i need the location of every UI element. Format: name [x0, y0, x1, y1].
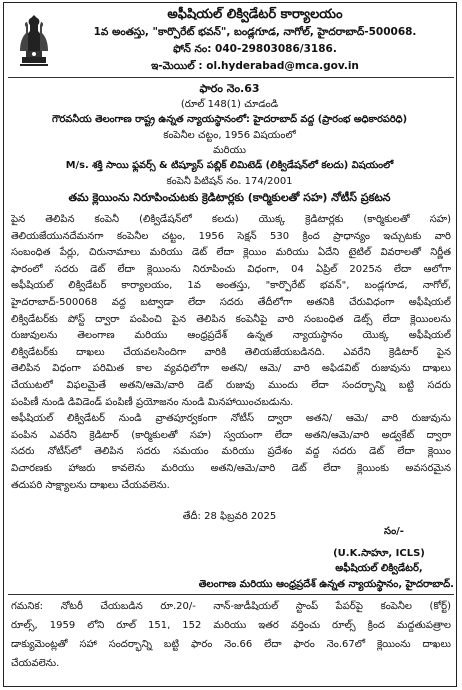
- body-line: పంపిన ఎవరేని క్రెడిటార్ (కార్మికులతో సహ) స్వయంగా లేదా అతని/ఆమె/వారి అడ్వకేట్ ద్వారా: [11, 429, 451, 441]
- office-email-line: [60, 60, 450, 75]
- body-line: సంబంధిత పేర్లు, చిరునామాలు మరియు డెట్ లేదా క్లెయిం మరియు ఏదేని టైటిల్ వివరాలతో నిర్ణీత: [11, 247, 451, 259]
- footnote-line: చేయవలెను.: [11, 658, 60, 669]
- email-label: ఇ-మెయిల్ :: [151, 60, 203, 72]
- body-line: రుజువులను తెలంగాణ మరియు ఆంధ్రప్రదేశ్ ఉన్నత న్యాయస్థానం యొక్క అఫీషియల్: [11, 330, 451, 342]
- signatory-court: తెలంగాణ మరియు ఆంధ్రప్రదేశ్ ఉన్నత న్యాయస్థానం, హైదరాబాద్.: [198, 579, 454, 590]
- notice-frame: [3, 2, 457, 687]
- signature-sd: సం/-: [384, 526, 404, 537]
- body-line: చేయుటలో విఫలమైతే అతని/ఆమె/వారి డెట్ రుజువు ముందు లేదా సందర్భాన్ని బట్టి సదరు: [11, 380, 451, 391]
- form-title: ఫారం నెం.63: [199, 82, 260, 95]
- office-phone: ఫోన్ నం: 040-29803086/3186.: [173, 43, 337, 55]
- footnote-divider: [8, 594, 454, 595]
- and-line: మరియు: [213, 145, 246, 156]
- body-line: తెలియజేయునదేమనగా కంపెనీల చట్టం, 1956 సెక్షన్ 530 క్రింద ప్రాధాన్యం ఇచ్చుటకు వారి: [11, 230, 451, 242]
- footnote-line: రూల్స్, 1959 లోని రూల్ 151, 152 మరియు ఇతర వర్తించు రూల్స్ క్రింద మద్దతుపత్రాల: [11, 620, 451, 631]
- notice-heading: తమ క్లెయింను నిరూపించుటకు క్రెడిటార్లకు (కార్మికులతో సహ) నోటీస్ ప్రకటన: [68, 191, 391, 204]
- footnote-line: డాక్యుమెంట్లతో సహా సందర్భాన్ని బట్టి ఫారం నెం.66 లేదా ఫారం నెం.67లో క్లెయింను దాఖలు: [11, 639, 451, 650]
- body-line: పంపిణీ నుండి డివిడెండ్ పంపిణీ ప్రయోజనం నుండి మినహాయించబడును.: [11, 396, 294, 408]
- footnote-line: గమనిక: నోటరీ చేయబడిన రూ.20/- నాన్-జుడీషియల్ స్టాంప్ పేపర్‌పై కంపెనీల (కోర్ట్): [11, 601, 451, 612]
- petition-line: కంపెనీ పిటిషన్ నం. 174/2001: [166, 176, 293, 187]
- body-line: తదుపరి సాక్ష్యాలను దాఖలు చేయవలెను.: [11, 479, 170, 491]
- body-line: లిక్విడేటర్‌కు పోస్ట్ ద్వారా పంపించి పైన తెలిపిన కంపెనీపై వారి సంబంధిత డెట్స్ లేదా క్లెయింలను: [11, 313, 451, 325]
- header-divider: [8, 77, 454, 78]
- office-address: 1వ అంతస్తు, "కార్పొరేట్ భవన్", బండ్లగూడ, నాగోల్, హైదరాబాద్-500068.: [93, 26, 417, 38]
- court-line: గౌరవనీయ తెలంగాణ రాష్ట్ర ఉన్నత న్యాయస్థానంలో: హైదరాబాద్ వద్ద (ప్రారంభ అధికారపరిధి): [51, 114, 408, 125]
- body-line: తెలిపిన విధంగా పరిమిత కాల వ్యవధిలోగా అతని/ ఆమె/ వారి అఫిడవిట్ రుజువును దాఖలు: [11, 363, 451, 375]
- signatory-name: (U.K.సాహూ, ICLS): [333, 548, 425, 559]
- date-line: తేదీ: 28 ఫిబ్రవరి 2025: [182, 511, 277, 522]
- body-line: అఫీషియల్ లిక్విడేటర్ కార్యాలయం, 1వ అంతస్తు, "కార్పొరేట్ భవన్", బండ్లగూడ, నాగోల్,: [11, 280, 451, 292]
- office-title: అఫీషియల్ లిక్విడేటర్ కార్యాలయం: [167, 7, 343, 22]
- form-rule: (రూల్ 148(1) చూడండి: [180, 99, 279, 110]
- body-line: సదరు నోటీస్‌లో తెలిపిన సదరు సమయం మరియు ప్రదేశం వద్ద సదరు డెట్ లేదా క్లెయిం: [11, 446, 451, 458]
- body-line: అఫీషియల్ లిక్విడేటర్ నుండి వ్రాతపూర్వకంగా నోటీస్ ద్వారా అతని/ ఆమె/ వారి రుజువును: [11, 413, 451, 425]
- act-line: కంపెనీల చట్టం, 1956 విషయంలో: [163, 130, 296, 141]
- body-line: విచారణకు హాజరు కావలెను మరియు అతని/ఆమె/వారి డెట్ లేదా క్లెయింకు అవసరమైన: [11, 463, 451, 474]
- state-emblem-icon: [14, 11, 54, 67]
- body-line: హైదరాబాద్-500068 వద్ద బట్వాడా లేదా సదరు తేదీలోగా అతనికి చేరువిధంగా అఫీషియల్: [11, 297, 451, 308]
- company-line: M/s. శక్తి సాయి ఫ్లవర్స్ & టిష్యూస్ పబ్లిక్ లిమిటెడ్ (లిక్విడేషన్‌లో కలదు) విషయంలో: [65, 160, 394, 171]
- body-line: లిక్విడేటర్‌కు దాఖలు చేయవలసిందిగా వారికి తెలియజేయబడినది. ఎవరేని క్రెడిటార్ పైన: [11, 346, 451, 358]
- body-line: ఫారంలో సదరు డెట్ లేదా క్లెయింను నిరూపించు విధంగా, 04 ఏప్రిల్ 2025న లేదా ఆలోగా: [11, 263, 451, 275]
- office-email[interactable]: ol.hyderabad@mca.gov.in: [206, 60, 359, 72]
- signatory-designation: అఫీషియల్ లిక్విడేటర్,: [335, 563, 423, 574]
- body-line: పైన తెలిపిన కంపెనీ (లిక్విడేషన్‌లో కలదు) యొక్క క్రెడిటార్లకు (కార్మికులతో సహ): [11, 214, 451, 225]
